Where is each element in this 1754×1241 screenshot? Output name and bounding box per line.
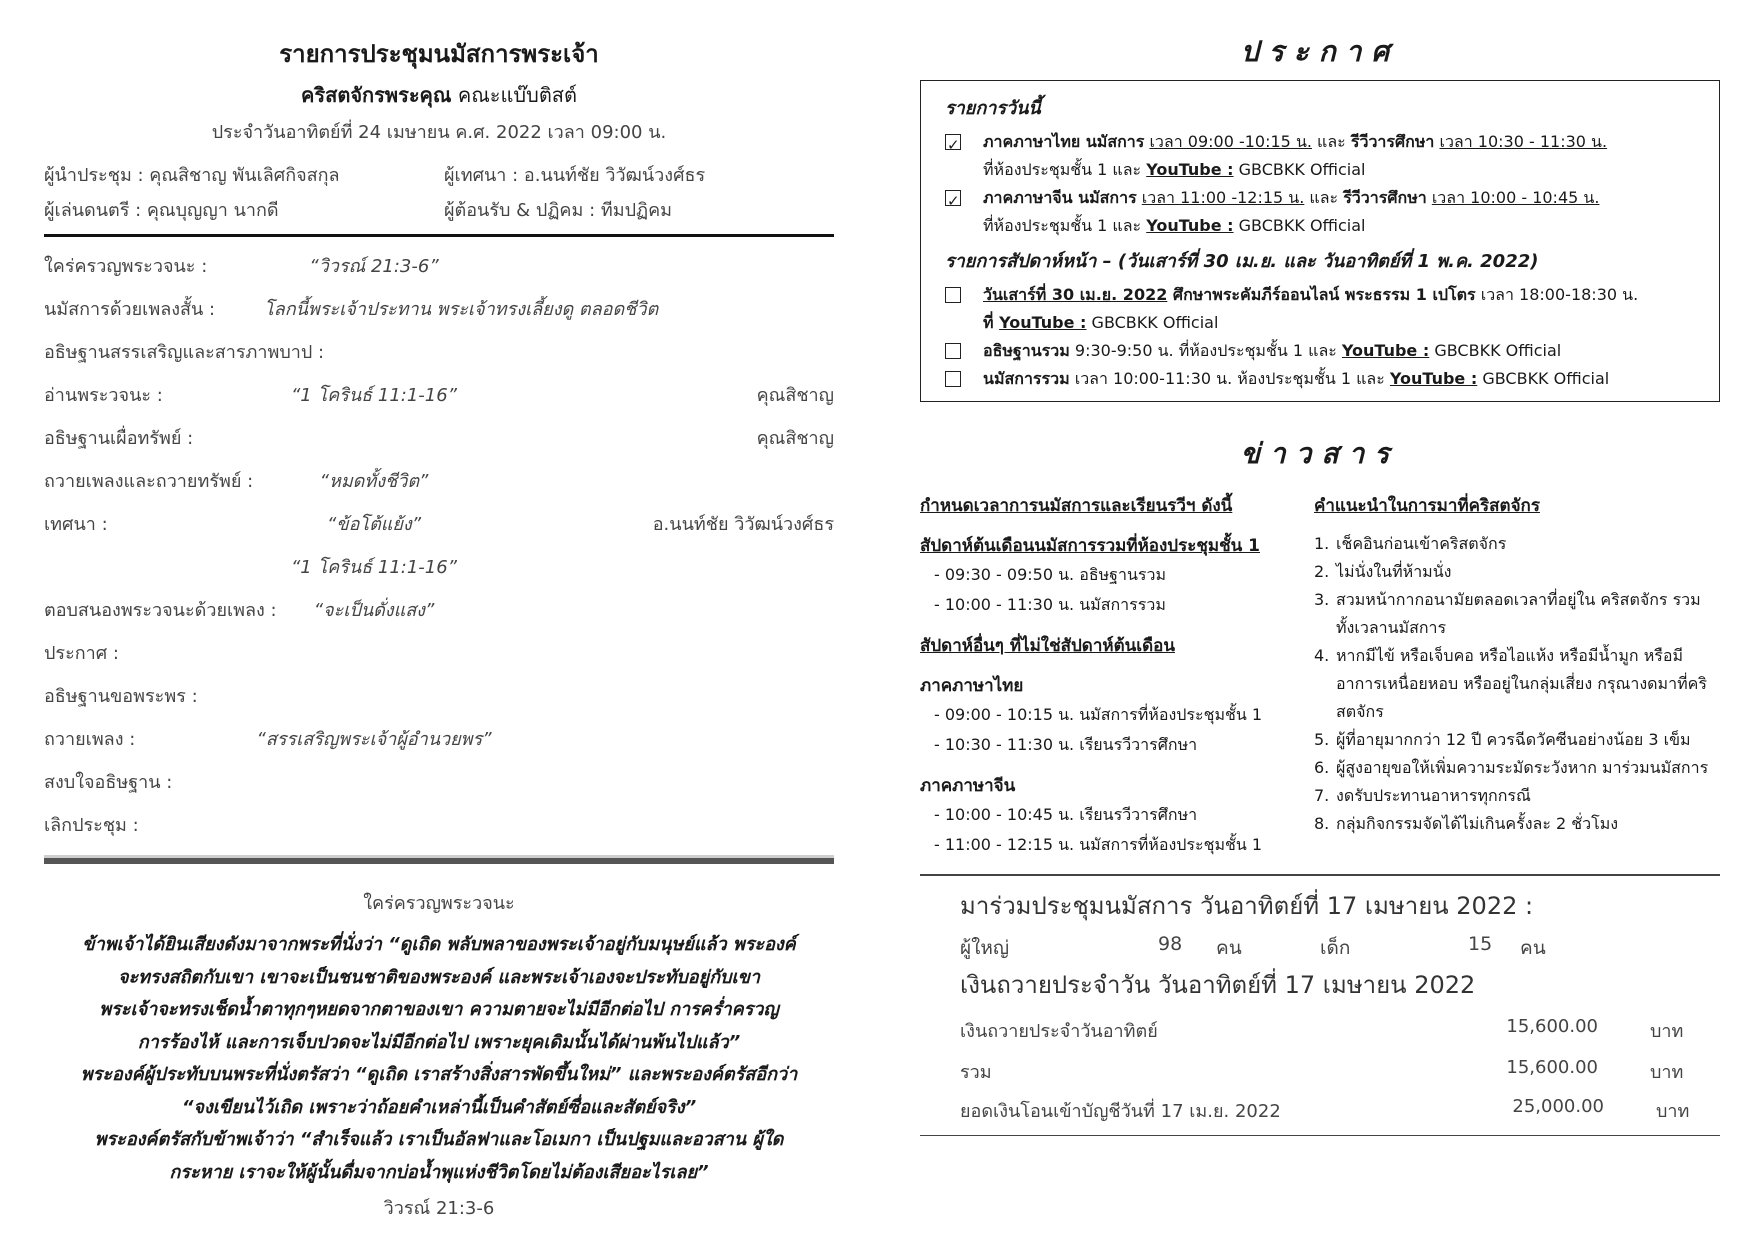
order-label: ใคร่ครวญพระวจนะ : [44, 256, 208, 277]
offering-unit: บาท [1650, 1061, 1684, 1083]
guidelines-heading: คำแนะนำในการมาที่คริสตจักร [1314, 496, 1540, 516]
guidelines-column [1314, 492, 1714, 860]
order-detail: “จะเป็นดั่งแสง” [313, 600, 435, 621]
order-person: คุณสิชาญ [756, 385, 834, 406]
summary-section [920, 886, 1720, 1127]
order-person: อ.นนท์ชัย วิวัฒน์วงศ์ธร [652, 514, 834, 535]
item-text: ที่ห้องประชุมชั้น 1 และ [983, 160, 1147, 179]
order-item [44, 495, 834, 538]
item-text: ผู้สูงอายุขอให้เพิ่มความระมัดระวังหาก มาร่วมนมัสการ [1336, 758, 1709, 777]
order-item [44, 624, 834, 667]
item-text: ที่ห้องประชุมชั้น 1 และ [983, 216, 1147, 235]
guidelines-list [1314, 530, 1714, 838]
church-name [44, 79, 834, 111]
church-name-bold: คริสตจักรพระคุณ [301, 83, 452, 107]
thai-heading: ภาคภาษาไทย [920, 676, 1024, 696]
guideline-item [1314, 754, 1714, 782]
schedule-heading: กำหนดเวลาการนมัสการและเรียนรวีฯ ดังนี้ [920, 496, 1233, 516]
offering-label: ยอดเงินโอนเข้าบัญชีวันที่ 17 เม.ย. 2022 [960, 1100, 1281, 1122]
order-list [44, 237, 834, 839]
next-item-worship [945, 365, 1697, 393]
chinese-heading: ภาคภาษาจีน [920, 776, 1016, 796]
item-number: 2. [1314, 562, 1330, 581]
children-count: 15 [1468, 932, 1493, 955]
youtube-link[interactable]: YouTube : [1146, 216, 1234, 235]
order-of-service-page [44, 30, 834, 1222]
today-item-thai [945, 128, 1697, 184]
order-detail: โลกนี้พระเจ้าประทาน พระเจ้าทรงเลี้ยงดู ตลอดชีวิต [264, 299, 659, 320]
guideline-item [1314, 782, 1714, 810]
youtube-link[interactable]: YouTube : [999, 313, 1087, 332]
item-text: ไม่นั่งในที่ห้ามนั่ง [1336, 562, 1452, 581]
order-label: เทศนา : [44, 514, 108, 535]
announcement-box [920, 80, 1720, 402]
item-number: 7. [1314, 786, 1330, 805]
item-text: เช็คอินก่อนเข้าคริสตจักร [1336, 534, 1507, 553]
guideline-item [1314, 642, 1714, 726]
schedule-line: - 10:30 - 11:30 น. เรียนรวีวารศึกษา [934, 735, 1198, 754]
order-item [44, 710, 834, 753]
order-item [44, 667, 834, 710]
checkbox-empty-icon [945, 287, 961, 303]
order-label: อ่านพระวจนะ : [44, 385, 163, 406]
offering-row [960, 1004, 1720, 1045]
verse-line: กระหาย เราจะให้ผู้นั้นดื่มจากบ่อน้ำพุแห่งชีวิตโดยไม่ต้องเสียอะไรเลย” [169, 1161, 709, 1183]
item-text: และ [1304, 188, 1344, 207]
item-number: 6. [1314, 758, 1330, 777]
order-item [44, 753, 834, 796]
verse-line: ข้าพเจ้าได้ยินเสียงดังมาจากพระที่นั่งว่า “ดูเถิด พลับพลาของพระเจ้าอยู่กับมนุษย์แล้ว พระองค์ [82, 934, 796, 955]
verse-line: พระองค์ตรัสกับข้าพเจ้าว่า “สำเร็จแล้ว เราเป็นอัลฟาและโอเมกา เป็นปฐมและอวสาน ผู้ใด [94, 1129, 784, 1150]
today-heading: รายการวันนี้ [945, 98, 1041, 119]
checkbox-checked-icon [945, 134, 961, 150]
order-item [44, 796, 834, 839]
children-unit: คน [1520, 936, 1546, 959]
offering-amount: 15,600.00 [1506, 1056, 1598, 1078]
item-time: เวลา 10:00 - 10:45 น. [1431, 188, 1600, 207]
order-label: เลิกประชุม : [44, 815, 139, 836]
item-bold: ศึกษาพระคัมภีร์ออนไลน์ พระธรรม 1 เปโตร [1167, 285, 1476, 304]
order-detail: “1 โครินธ์ 11:1-16” [290, 385, 458, 406]
usher: ผู้ต้อนรับ & ปฏิคม : ทีมปฏิคม [444, 200, 672, 221]
attendance-title: มาร่วมประชุมนมัสการ วันอาทิตย์ที่ 17 เมษายน 2022 : [960, 891, 1534, 920]
verse-heading: ใคร่ครวญพระวจนะ [363, 893, 515, 914]
schedule-line: - 09:30 - 09:50 น. อธิษฐานรวม [934, 565, 1167, 584]
checkbox-empty-icon [945, 371, 961, 387]
item-date: วันเสาร์ที่ 30 เม.ย. 2022 [983, 285, 1168, 304]
divider [920, 1135, 1720, 1137]
item-text: กลุ่มกิจกรรมจัดได้ไม่เกินครั้งละ 2 ชั่วโมง [1336, 814, 1619, 833]
today-item-chinese [945, 184, 1697, 240]
item-number: 1. [1314, 534, 1330, 553]
item-text: GBCBKK Official [1233, 160, 1366, 179]
offering-label: เงินถวายประจำวันอาทิตย์ [960, 1020, 1158, 1042]
order-item [44, 581, 834, 624]
order-label: อธิษฐานสรรเสริญและสารภาพบาป : [44, 342, 325, 363]
item-number: 3. [1314, 590, 1330, 609]
order-detail: “สรรเสริญพระเจ้าผู้อำนวยพร” [256, 729, 492, 750]
order-label: อธิษฐานขอพระพร : [44, 686, 198, 707]
verse-reference: วิวรณ์ 21:3-6 [383, 1198, 495, 1219]
first-week-heading: สัปดาห์ต้นเดือนนมัสการรวมที่ห้องประชุมชั้น 1 [920, 536, 1260, 556]
order-detail: “วิวรณ์ 21:3-6” [309, 256, 439, 277]
order-label: ถวายเพลง : [44, 729, 136, 750]
announcements-title: ประกาศ [1240, 35, 1400, 68]
order-label: อธิษฐานเผื่อทรัพย์ : [44, 428, 194, 449]
item-text: 9:30-9:50 น. ที่ห้องประชุมชั้น 1 และ [1069, 341, 1342, 360]
order-item [44, 280, 834, 323]
schedule-line: - 10:00 - 11:30 น. นมัสการรวม [934, 595, 1166, 614]
item-bold: อธิษฐานรวม [983, 341, 1070, 360]
offering-unit: บาท [1650, 1020, 1684, 1042]
order-label: นมัสการด้วยเพลงสั้น : [44, 299, 216, 320]
verse-text [44, 929, 834, 1189]
offering-row [960, 1086, 1720, 1127]
item-text: GBCBKK Official [1233, 216, 1366, 235]
announcements-page [920, 30, 1720, 1136]
order-item [44, 452, 834, 495]
item-bold: ภาคภาษาไทย นมัสการ [983, 132, 1145, 151]
offering-label: รวม [960, 1061, 992, 1083]
item-text: GBCBKK Official [1429, 341, 1562, 360]
order-detail: “ข้อโต้แย้ง” [326, 514, 422, 535]
adults-label: ผู้ใหญ่ [960, 936, 1010, 959]
item-text: เวลา 18:00-18:30 น. [1475, 285, 1639, 304]
item-text: งดรับประทานอาหารทุกกรณี [1336, 786, 1531, 805]
attendance-row [960, 925, 1720, 963]
preacher: ผู้เทศนา : อ.นนท์ชัย วิวัฒน์วงศ์ธร [444, 165, 706, 186]
guideline-item [1314, 810, 1714, 838]
order-item [44, 409, 834, 452]
schedule-line: - 10:00 - 10:45 น. เรียนรวีวารศึกษา [934, 805, 1198, 824]
schedule-line: - 11:00 - 12:15 น. นมัสการที่ห้องประชุมชั้น 1 [934, 835, 1263, 854]
news-title: ข่าวสาร [1240, 437, 1400, 470]
youtube-link[interactable]: YouTube : [1146, 160, 1234, 179]
next-week-heading: รายการสัปดาห์หน้า – (วันเสาร์ที่ 30 เม.ย. และ วันอาทิตย์ที่ 1 พ.ค. 2022) [945, 251, 1539, 272]
next-item-prayer [945, 337, 1697, 365]
verse-line: จะทรงสถิตกับเขา เขาจะเป็นชนชาติของพระองค์ และพระเจ้าเองจะประทับอยู่กับเขา [117, 966, 761, 988]
offering-title: เงินถวายประจำวัน วันอาทิตย์ที่ 17 เมษายน 2022 [960, 970, 1476, 999]
adults-unit: คน [1216, 936, 1242, 959]
item-bold: นมัสการรวม [983, 369, 1070, 388]
offering-unit: บาท [1656, 1100, 1690, 1122]
item-text: สวมหน้ากากอนามัยตลอดเวลาที่อยู่ใน คริสตจักร รวมทั้งเวลานมัสการ [1336, 590, 1701, 637]
offering-row [960, 1045, 1720, 1086]
order-item [44, 323, 834, 366]
order-label: ถวายเพลงและถวายทรัพย์ : [44, 471, 254, 492]
schedule-column [920, 492, 1314, 860]
item-text: หากมีไข้ หรือเจ็บคอ หรือไอแห้ง หรือมีน้ำมูก หรือมีอาการเหนื่อยหอบ หรืออยู่ในกลุ่มเสี่ยง กรุณางดมาที่คริสตจักร [1336, 646, 1707, 721]
youtube-link[interactable]: YouTube : [1389, 369, 1478, 388]
item-time: เวลา 10:30 - 11:30 น. [1439, 132, 1608, 151]
order-label: ประกาศ : [44, 643, 119, 664]
item-text: เวลา 10:00-11:30 น. ห้องประชุมชั้น 1 และ [1069, 369, 1390, 388]
divider [44, 855, 834, 864]
order-detail: “1 โครินธ์ 11:1-16” [290, 557, 458, 578]
next-item-bible-study [945, 281, 1697, 337]
offering-amount: 25,000.00 [1512, 1095, 1604, 1117]
item-time: เวลา 11:00 -12:15 น. [1141, 188, 1305, 207]
guideline-item [1314, 558, 1714, 586]
order-person: คุณสิชาญ [756, 428, 834, 449]
item-number: 8. [1314, 814, 1330, 833]
service-roles [44, 160, 834, 224]
item-number: 4. [1314, 646, 1330, 665]
service-date: ประจำวันอาทิตย์ที่ 24 เมษายน ค.ศ. 2022 เวลา 09:00 น. [211, 122, 667, 143]
item-time: เวลา 09:00 -10:15 น. [1149, 132, 1312, 151]
other-weeks-heading: สัปดาห์อื่นๆ ที่ไม่ใช่สัปดาห์ต้นเดือน [920, 636, 1175, 656]
verse-line: “จงเขียนไว้เถิด เพราะว่าถ้อยคำเหล่านี้เป็นคำสัตย์ซื่อและสัตย์จริง” [181, 1096, 697, 1118]
item-text: ผู้ที่อายุมากกว่า 12 ปี ควรฉีดวัคซีนอย่างน้อย 3 เข็ม [1336, 730, 1691, 749]
verse-line: พระเจ้าจะทรงเช็ดน้ำตาทุกๆหยดจากตาของเขา ความตายจะไม่มีอีกต่อไป การคร่ำครวญ [99, 999, 779, 1020]
checkbox-empty-icon [945, 343, 961, 359]
item-bold: ที่ [983, 313, 1000, 332]
schedule-line: - 09:00 - 10:15 น. นมัสการที่ห้องประชุมชั้น 1 [934, 705, 1263, 724]
verse-line: การร้องไห้ และการเจ็บปวดจะไม่มีอีกต่อไป เพราะยุคเดิมนั้นได้ผ่านพ้นไปแล้ว” [137, 1031, 741, 1053]
guideline-item [1314, 530, 1714, 558]
page-title: รายการประชุมนมัสการพระเจ้า [279, 40, 599, 68]
order-label: สงบใจอธิษฐาน : [44, 772, 173, 793]
guideline-item [1314, 726, 1714, 754]
order-item [44, 237, 834, 280]
news-section [920, 492, 1720, 860]
guideline-item [1314, 586, 1714, 642]
youtube-link[interactable]: YouTube : [1341, 341, 1430, 360]
musician: ผู้เล่นดนตรี : คุณบุญญา นากดี [44, 200, 279, 221]
item-number: 5. [1314, 730, 1330, 749]
item-bold: รีวีวารศึกษา [1343, 188, 1427, 207]
item-text: GBCBKK Official [1086, 313, 1219, 332]
order-item [44, 538, 834, 581]
item-text: และ [1311, 132, 1351, 151]
children-label: เด็ก [1320, 936, 1351, 959]
item-bold: รีวีวารศึกษา [1350, 132, 1435, 151]
verse-line: พระองค์ผู้ประทับบนพระที่นั่งตรัสว่า “ดูเถิด เราสร้างสิ่งสารพัดขึ้นใหม่” และพระองค์ตรัสอีกว่า [80, 1064, 798, 1085]
divider [920, 874, 1720, 876]
item-text: GBCBKK Official [1477, 369, 1610, 388]
offering-amount: 15,600.00 [1506, 1015, 1598, 1037]
order-label: ตอบสนองพระวจนะด้วยเพลง : [44, 600, 277, 621]
adults-count: 98 [1158, 932, 1183, 955]
order-detail: “หมดทั้งชีวิต” [319, 471, 429, 492]
checkbox-checked-icon [945, 190, 961, 206]
item-bold: ภาคภาษาจีน นมัสการ [983, 188, 1137, 207]
order-item [44, 366, 834, 409]
church-name-rest: คณะแบ๊บติสต์ [451, 83, 577, 107]
leader: ผู้นำประชุม : คุณสิชาญ พันเลิศกิจสกุล [44, 165, 340, 186]
